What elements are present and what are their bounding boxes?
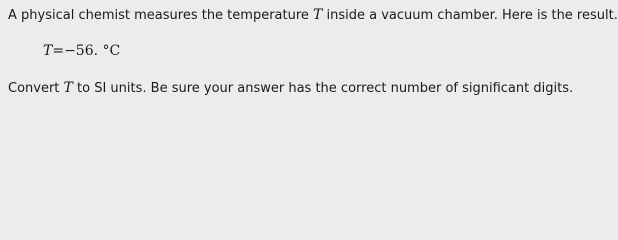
temperature-equation xyxy=(43,43,120,59)
problem-intro-text xyxy=(8,7,618,23)
intro-text-after: inside a vacuum chamber. Here is the result. xyxy=(322,8,618,23)
equation-value: −56. °C xyxy=(64,43,121,59)
question-text-after: to SI units. Be sure your answer has the correct number of significant digits. xyxy=(72,81,574,96)
equation-equals-sign: = xyxy=(52,43,65,59)
temperature-variable: T xyxy=(313,7,323,23)
problem-question-text xyxy=(8,80,573,96)
equation-variable: T xyxy=(43,43,53,59)
question-text-before: Convert xyxy=(8,81,64,96)
intro-text-before: A physical chemist measures the temperature xyxy=(8,8,314,23)
question-variable: T xyxy=(63,80,73,96)
problem-statement xyxy=(0,0,618,110)
